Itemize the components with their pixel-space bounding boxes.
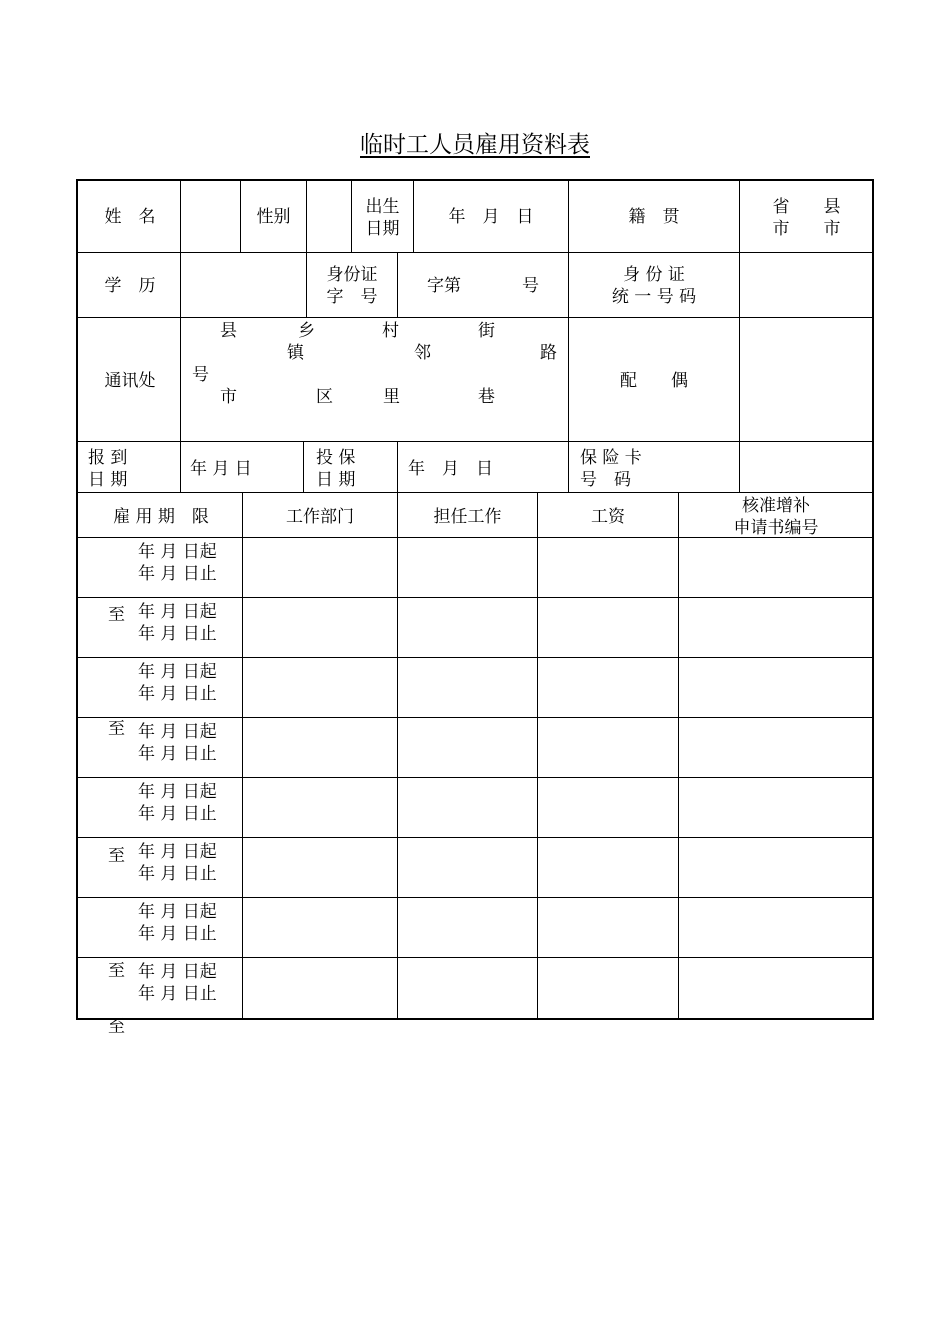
row-divider	[77, 657, 873, 658]
address-district: 区	[316, 387, 333, 407]
address-city: 市	[220, 387, 237, 407]
id-card-label: 身份证	[326, 265, 378, 285]
insure-date-hint: 年 月 日	[408, 459, 493, 479]
address-number: 号	[192, 365, 209, 385]
period-start: 年 月 日起	[138, 602, 217, 622]
row-divider	[77, 897, 873, 898]
insurance-card-label: 保 险 卡	[580, 448, 642, 468]
insure-date-label: 日 期	[316, 470, 356, 490]
id-number-prefix: 字第	[427, 276, 461, 296]
period-end: 年 月 日止	[138, 924, 217, 944]
address-township: 乡	[298, 321, 315, 341]
approval-number-header: 申请书编号	[733, 518, 819, 538]
address-village: 村	[382, 321, 399, 341]
row-divider	[77, 597, 873, 598]
col-divider	[397, 252, 398, 317]
education-label: 学 历	[104, 276, 156, 296]
col-divider	[397, 441, 398, 492]
address-label: 通讯处	[104, 371, 156, 391]
period-to-label: 至	[108, 1017, 125, 1037]
approval-number-header: 核准增补	[742, 496, 810, 516]
address-county: 县	[220, 321, 237, 341]
address-li: 里	[383, 387, 400, 407]
period-start: 年 月 日起	[138, 662, 217, 682]
salary-header: 工资	[591, 507, 625, 527]
row-divider	[77, 717, 873, 718]
period-start: 年 月 日起	[138, 902, 217, 922]
row-divider	[77, 837, 873, 838]
row-divider	[77, 492, 873, 493]
period-end: 年 月 日止	[138, 624, 217, 644]
col-divider	[678, 492, 679, 1019]
birth-label: 日期	[365, 219, 400, 239]
row-divider	[77, 317, 873, 318]
report-date-hint: 年 月 日	[190, 459, 252, 479]
native-place-label: 籍 贯	[628, 207, 680, 227]
col-divider	[180, 180, 181, 492]
birth-label: 出生	[365, 197, 400, 217]
unified-id-label: 身 份 证	[623, 265, 685, 285]
address-street: 街	[478, 321, 495, 341]
native-place-hint: 市 市	[772, 219, 841, 239]
department-header: 工作部门	[286, 507, 354, 527]
period-start: 年 月 日起	[138, 842, 217, 862]
id-number-suffix: 号	[522, 276, 539, 296]
period-end: 年 月 日止	[138, 744, 217, 764]
col-divider	[242, 492, 243, 1019]
address-lane: 巷	[478, 387, 495, 407]
address-road: 路	[540, 343, 557, 363]
address-neighborhood: 邻	[414, 343, 431, 363]
period-start: 年 月 日起	[138, 722, 217, 742]
address-town: 镇	[287, 343, 304, 363]
period-end: 年 月 日止	[138, 864, 217, 884]
period-end: 年 月 日止	[138, 984, 217, 1004]
period-to-label: 至	[108, 846, 125, 866]
insure-date-label: 投 保	[316, 448, 356, 468]
report-date-label: 报 到	[88, 448, 128, 468]
birth-date-hint: 年 月 日	[448, 207, 534, 227]
period-start: 年 月 日起	[138, 962, 217, 982]
native-place-hint: 省 县	[772, 197, 841, 217]
period-end: 年 月 日止	[138, 684, 217, 704]
col-divider	[397, 492, 398, 1019]
period-to-label: 至	[108, 961, 125, 981]
col-divider	[303, 441, 304, 492]
position-header: 担任工作	[433, 507, 502, 527]
row-divider	[77, 957, 873, 958]
unified-id-label: 统 一 号 码	[611, 287, 697, 307]
col-divider	[537, 492, 538, 1019]
employment-period-header: 雇 用 期 限	[113, 507, 209, 527]
period-end: 年 月 日止	[138, 564, 217, 584]
name-label: 姓 名	[104, 207, 156, 227]
gender-label: 性别	[256, 207, 291, 227]
row-divider	[77, 777, 873, 778]
period-to-label: 至	[108, 605, 125, 625]
page-title: 临时工人员雇用资料表	[360, 132, 590, 158]
period-to-label: 至	[108, 719, 125, 739]
row-divider	[77, 441, 873, 442]
period-start: 年 月 日起	[138, 782, 217, 802]
spouse-label: 配 偶	[620, 371, 688, 391]
form-table	[76, 179, 874, 1020]
period-start: 年 月 日起	[138, 542, 217, 562]
row-divider	[77, 252, 873, 253]
id-card-label: 字 号	[326, 287, 378, 307]
insurance-card-label: 号 码	[580, 470, 631, 490]
period-end: 年 月 日止	[138, 804, 217, 824]
report-date-label: 日 期	[88, 470, 128, 490]
